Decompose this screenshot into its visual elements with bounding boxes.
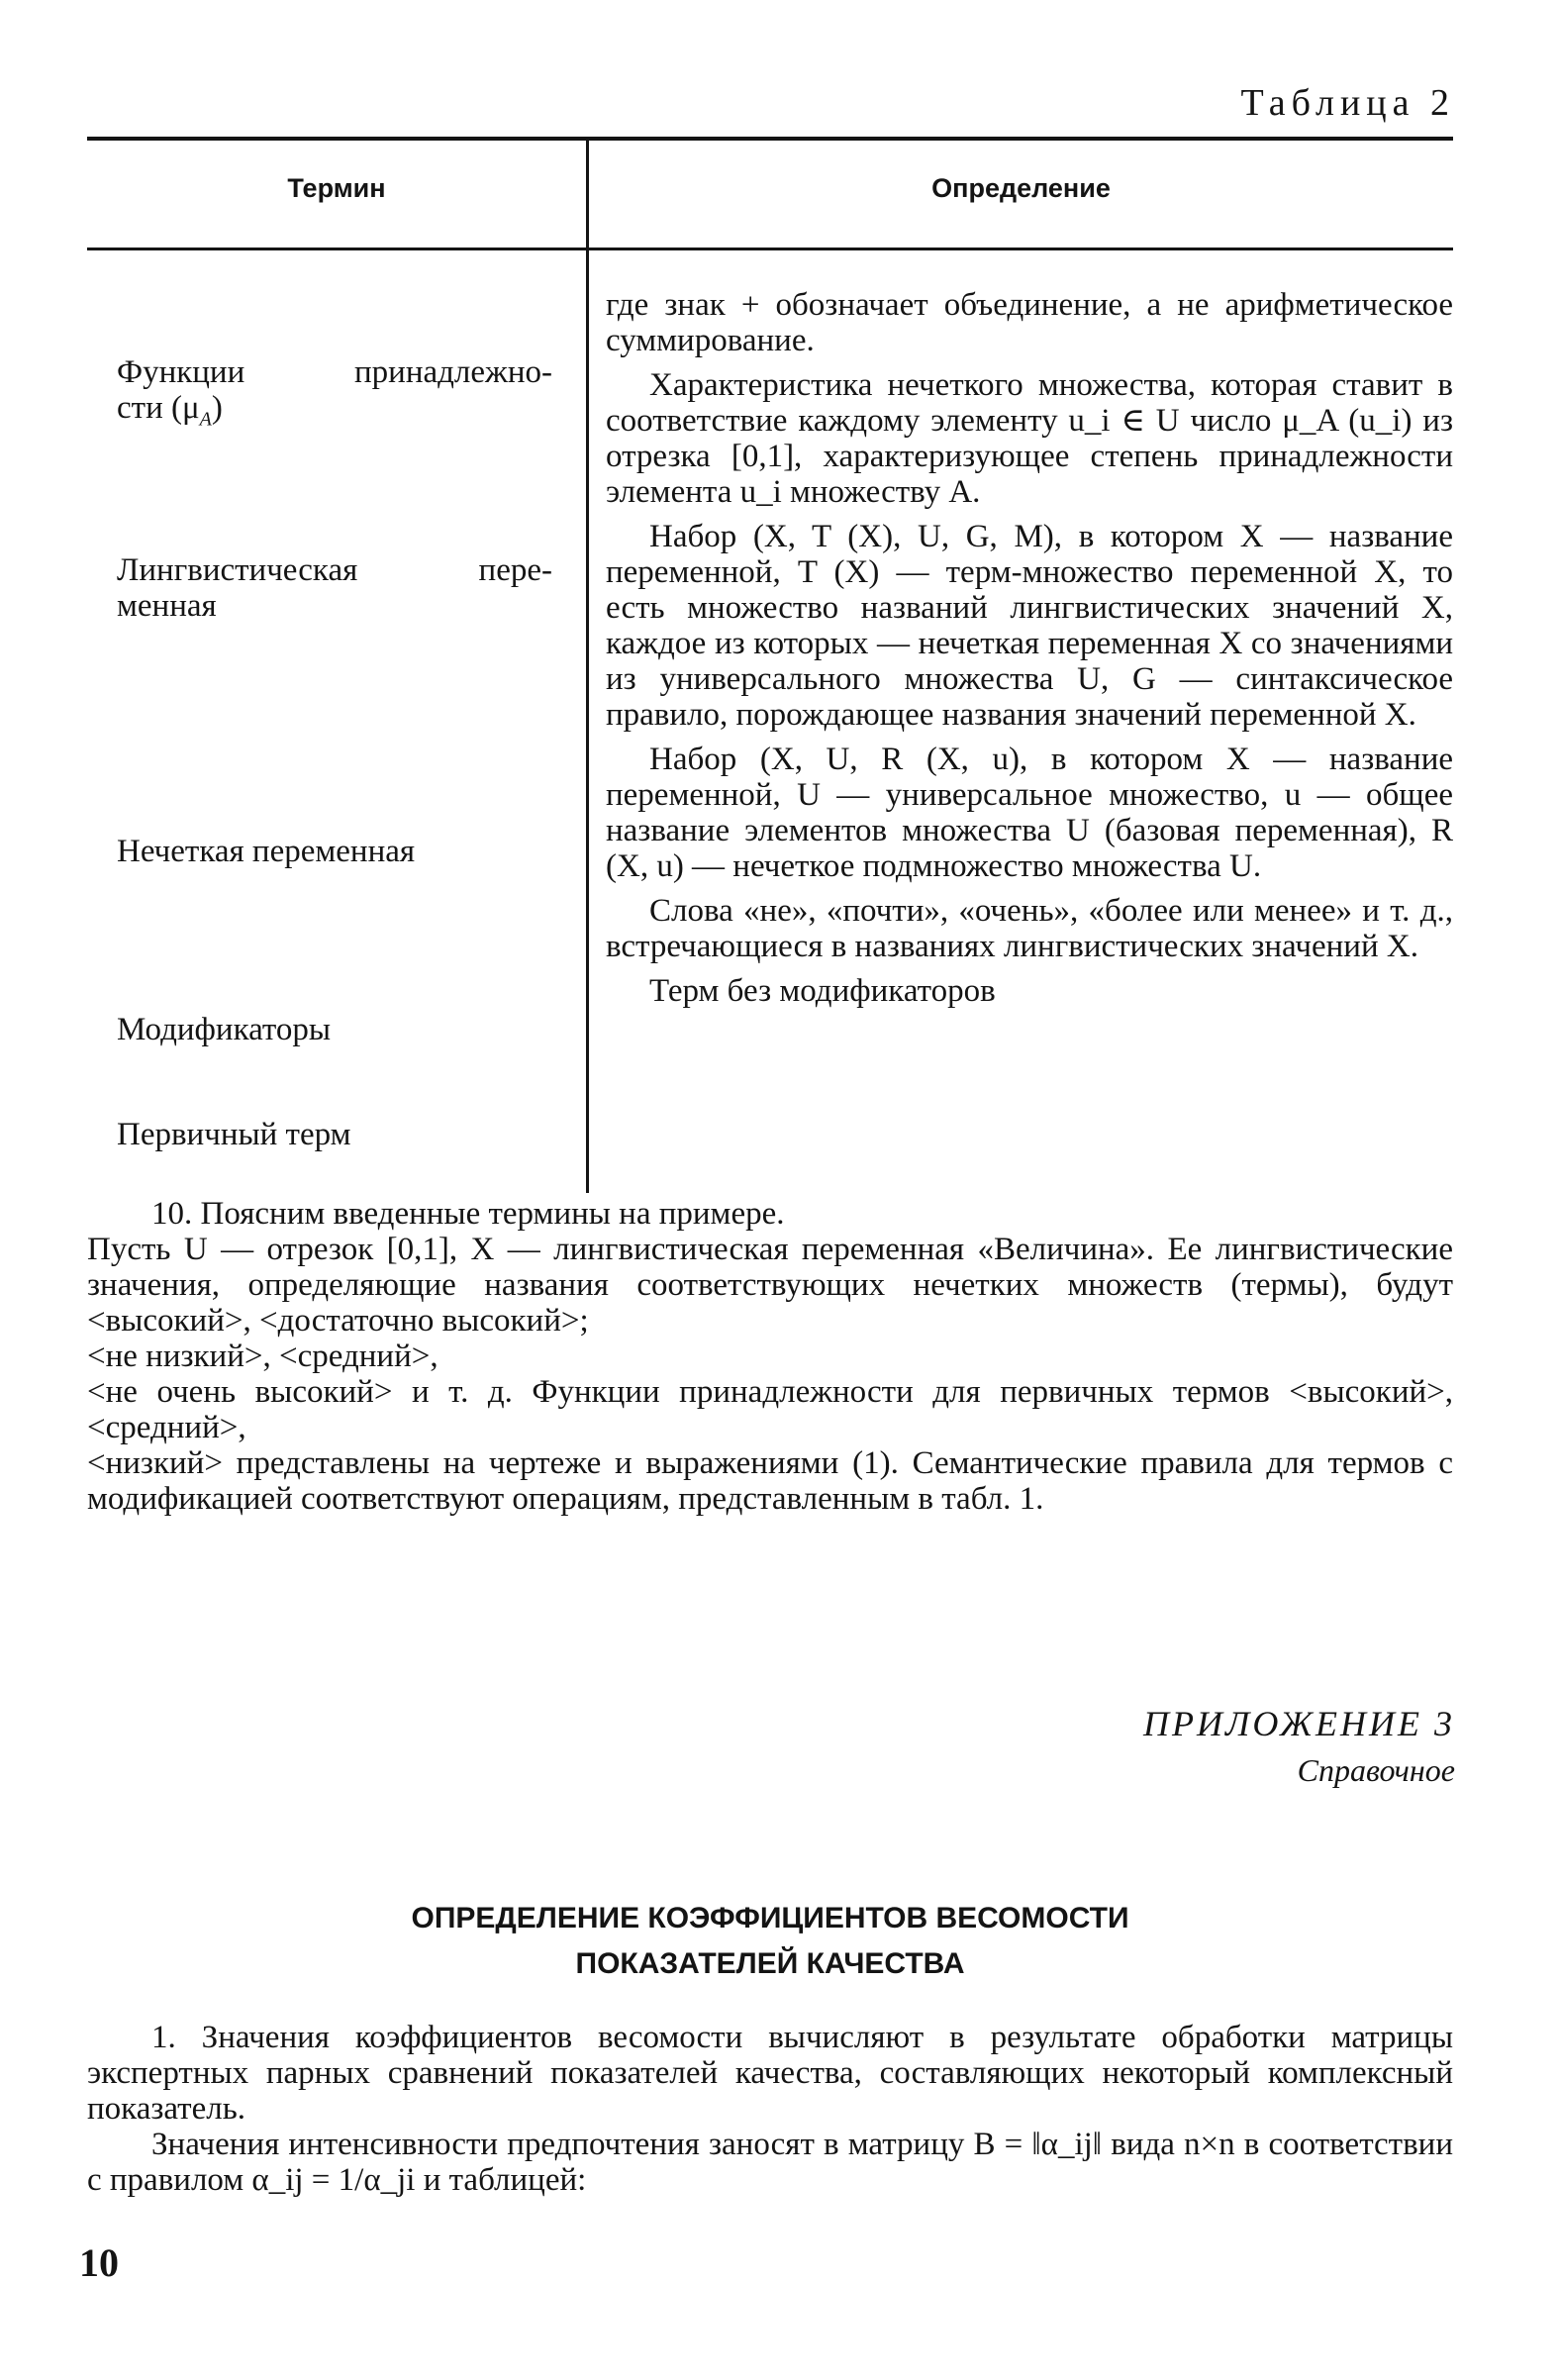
paragraph-line: 10. Поясним введенные термины на примере. — [151, 1196, 785, 1232]
term-text: ) — [211, 390, 223, 426]
definition-text: где знак + обозначает объединение, а не арифметическое суммирование. — [606, 287, 1453, 358]
definition-text: Терм без модификаторов — [649, 973, 996, 1009]
paragraph-line: <не низкий>, <средний>, — [87, 1339, 438, 1374]
section-heading-line: ОПРЕДЕЛЕНИЕ КОЭФФИЦИЕНТОВ ВЕСОМОСТИ — [411, 1902, 1129, 1934]
term-linguistic-variable — [117, 552, 552, 624]
section-heading — [87, 1896, 1453, 1987]
term-modifiers: Модификаторы — [117, 1012, 332, 1047]
term-fuzzy-variable: Нечеткая переменная — [117, 834, 416, 869]
term-primary-term: Первичный терм — [117, 1117, 351, 1152]
section-body — [87, 2020, 1453, 2198]
column-header-term: Термин — [287, 173, 386, 203]
paragraph-line: <не очень высокий> и т. д. Функции принадлежности для первичных термов <высокий>, <средний>, — [87, 1374, 1453, 1445]
table-column-divider — [586, 139, 589, 1193]
section-heading-line: ПОКАЗАТЕЛЕЙ КАЧЕСТВА — [575, 1947, 965, 1980]
section-paragraph: 1. Значения коэффициентов весомости вычисляют в результате обработки матрицы экспертных парных сравнений показателей качества, составляющих некоторый комплексный показатель. — [87, 2020, 1453, 2127]
table-top-rule — [87, 137, 1453, 141]
appendix-subtitle: Справочное — [1297, 1752, 1455, 1788]
term-text: сти (μ — [117, 390, 200, 426]
appendix-label — [1143, 1703, 1455, 1789]
term-text: Функции — [117, 354, 245, 390]
paragraph-line: Пусть U — отрезок [0,1], X — лингвистическая переменная «Величина». Ее лингвистические значения, определяющие названия соответствующих нечетких множеств (термы), будут <высокий>, <достаточно высокий>; — [87, 1232, 1453, 1339]
definition-text: Набор (X, T (X), U, G, M), в котором X — название переменной, T (X) — терм-множество переменной X, то есть множество названий лингвистических значений X, каждое из которых — нечеткая переменная X со значениями из универсального множества U, G — синтаксическое правило, порождающее названия значений переменной X. — [606, 519, 1453, 733]
table-header-rule — [87, 248, 1453, 250]
paragraph-10 — [87, 1196, 1453, 1517]
term-membership-function — [117, 354, 552, 438]
definitions-column — [606, 287, 1453, 1018]
paragraph-line: <низкий> представлены на чертеже и выражениями (1). Семантические правила для термов с модификацией соответствуют операциям, представленным в табл. 1. — [87, 1445, 1453, 1517]
page-number: 10 — [79, 2240, 119, 2285]
term-text: Лингвистическая — [117, 552, 358, 588]
table-caption: Таблица 2 — [1240, 82, 1455, 124]
section-paragraph: Значения интенсивности предпочтения заносят в матрицу B = ‖α_ij‖ вида n×n в соответствии с правилом α_ij = 1/α_ji и таблицей: — [87, 2127, 1453, 2198]
term-subscript: A — [199, 408, 212, 431]
definition-text: Характеристика нечеткого множества, которая ставит в соответствие каждому элементу u_i ∈ U число μ_A (u_i) из отрезка [0,1], характеризующее степень принадлежности элемента u_i множеству A. — [606, 367, 1453, 510]
definition-text: Слова «не», «почти», «очень», «более или менее» и т. д., встречающиеся в названиях лингвистических значений X. — [606, 893, 1453, 964]
term-text: менная — [117, 588, 217, 624]
appendix-title: ПРИЛОЖЕНИЕ 3 — [1143, 1704, 1455, 1743]
definition-text: Набор (X, U, R (X, u), в котором X — название переменной, U — универсальное множество, u — общее название элементов множества U (базовая переменная), R (X, u) — нечеткое подмножество множества U. — [606, 742, 1453, 884]
term-text: принадлежно- — [354, 354, 552, 390]
column-header-definition: Определение — [931, 173, 1111, 203]
term-text: пере- — [478, 552, 552, 588]
